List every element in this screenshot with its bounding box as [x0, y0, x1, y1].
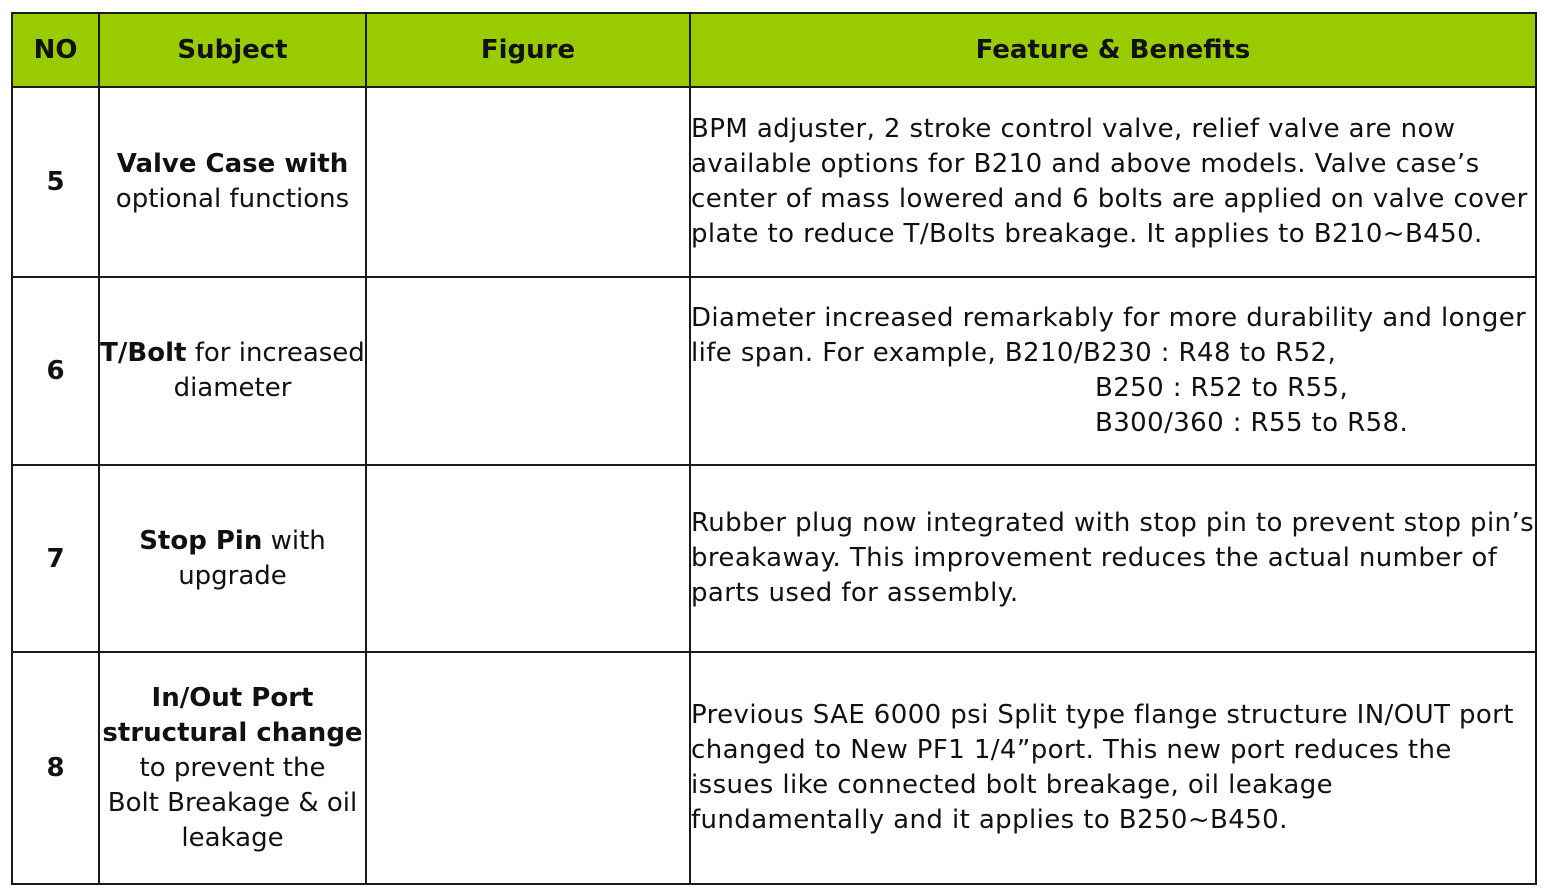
table-row — [12, 465, 1536, 652]
subject-text-2: Bolt Breakage & oil leakage — [107, 787, 358, 853]
features-text: Diameter increased remarkably for more durability and longer life span. For example, B210/B230 : R48 to R52, — [691, 303, 1527, 368]
row-subject — [99, 277, 366, 465]
table-row — [12, 277, 1536, 465]
table-row — [12, 87, 1536, 277]
header-subject: Subject — [99, 13, 366, 87]
features-table — [11, 12, 1537, 885]
row-figure — [366, 87, 690, 277]
subject-bold: Stop Pin — [139, 525, 263, 556]
row-figure — [366, 465, 690, 652]
subject-text: to prevent the — [139, 752, 326, 783]
row-subject — [99, 465, 366, 652]
row-subject — [99, 87, 366, 277]
header-figure: Figure — [366, 13, 690, 87]
subject-text: with upgrade — [178, 525, 326, 591]
row-subject — [99, 652, 366, 884]
row-features — [690, 277, 1536, 465]
subject-text: for increased diameter — [173, 338, 365, 403]
row-number: 6 — [12, 277, 99, 465]
row-number: 8 — [12, 652, 99, 884]
header-row — [12, 13, 1536, 87]
row-figure — [366, 277, 690, 465]
row-features: Previous SAE 6000 psi Split type flange structure IN/OUT port changed to New PF1 1/4”port. This new port reduces the issues like connected bolt breakage, oil leakage fundamentally and it applies to B250~B450. — [690, 652, 1536, 884]
row-figure — [366, 652, 690, 884]
subject-bold: T/Bolt — [100, 338, 187, 368]
features-line-3: B300/360 : R55 to R58. — [1095, 408, 1409, 438]
header-no: NO — [12, 13, 99, 87]
row-features: Rubber plug now integrated with stop pin to prevent stop pin’s breakaway. This improvement reduces the actual number of parts used for assembly. — [690, 465, 1536, 652]
row-number: 7 — [12, 465, 99, 652]
features-line-2: B250 : R52 to R55, — [1095, 373, 1349, 403]
row-features: BPM adjuster, 2 stroke control valve, relief valve are now available options for B210 and above models. Valve case’s center of mass lowered and 6 bolts are applied on valve cover plate to reduce T/Bolts breakage. It applies to B210~B450. — [690, 87, 1536, 277]
subject-bold: Valve Case with — [116, 149, 349, 179]
subject-text: optional functions — [115, 184, 350, 214]
row-number: 5 — [12, 87, 99, 277]
subject-bold: In/Out Port structural change — [102, 682, 363, 748]
table-row — [12, 652, 1536, 884]
header-features: Feature & Benefits — [690, 13, 1536, 87]
